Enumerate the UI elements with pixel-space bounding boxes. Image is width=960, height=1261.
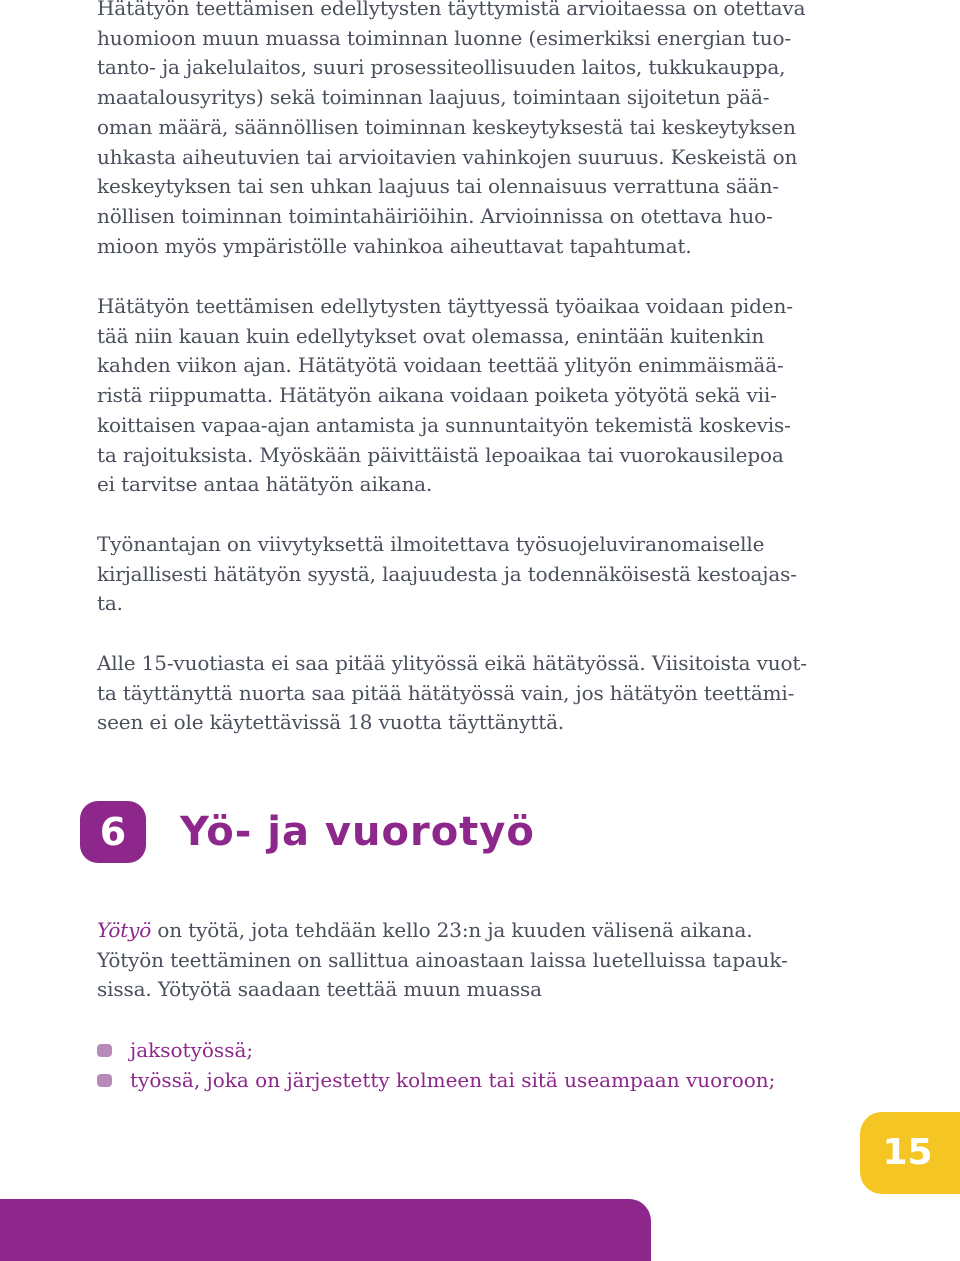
- text-line: Yötyön teettäminen on sallittua ainoastaan laissa luetelluissa tapauk-: [97, 947, 788, 972]
- paragraph-employer-notification: [97, 530, 867, 619]
- list-item: [97, 1066, 775, 1096]
- text-line: ristä riippumatta. Hätätyön aikana voidaan poiketa yötyötä sekä vii-: [97, 383, 777, 408]
- paragraph-emergency-work-duration: [97, 292, 867, 500]
- text-line: tää niin kauan kuin edellytykset ovat olemassa, enintään kuitenkin: [97, 323, 765, 348]
- text-fragment: on työtä, jota tehdään kello 23:n ja kuuden välisenä aikana.: [151, 918, 753, 942]
- text-line: kirjallisesti hätätyön syystä, laajuudesta ja todennäköisestä kestoajas-: [97, 561, 797, 586]
- text-line: ta täyttänyttä nuorta saa pitää hätätyössä vain, jos hätätyön teettämi-: [97, 680, 795, 705]
- text-line: seen ei ole käytettävissä 18 vuotta täyttänyttä.: [97, 710, 565, 735]
- bullet-square-icon: [97, 1044, 112, 1057]
- bullet-list: [97, 1036, 775, 1095]
- paragraph-emergency-work-conditions: [97, 0, 867, 261]
- text-line: tanto- ja jakelulaitos, suuri prosessiteollisuuden laitos, tukkukauppa,: [97, 55, 786, 80]
- text-line: koittaisen vapaa-ajan antamista ja sunnuntaityön tekemistä koskevis-: [97, 412, 791, 437]
- page-number: 15: [882, 1132, 933, 1173]
- footer-bar: [0, 1199, 651, 1261]
- text-line: Työnantajan on viivytyksettä ilmoitettava työsuojeluviranomaiselle: [97, 532, 765, 556]
- text-line: ei tarvitse antaa hätätyön aikana.: [97, 472, 433, 497]
- bullet-square-icon: [97, 1074, 112, 1087]
- list-item-text: työssä, joka on järjestetty kolmeen tai sitä useampaan vuoroon;: [130, 1067, 776, 1092]
- page-number-tab: [860, 1112, 960, 1194]
- text-line: huomioon muun muassa toiminnan luonne (esimerkiksi energian tuo-: [97, 25, 791, 50]
- paragraph-young-workers: [97, 649, 867, 738]
- list-item-text: jaksotyössä;: [130, 1038, 254, 1062]
- text-line: kahden viikon ajan. Hätätyötä voidaan teettää ylityön enimmäismää-: [97, 353, 784, 378]
- text-line: uhkasta aiheutuvien tai arvioitavien vahinkojen suuruus. Keskeistä on: [97, 144, 798, 169]
- text-line: maatalousyritys) sekä toiminnan laajuus, toimintaan sijoitetun pää-: [97, 85, 770, 110]
- paragraph-night-work-definition: [97, 916, 867, 1005]
- text-line: sissa. Yötyötä saadaan teettää muun muassa: [97, 977, 542, 1002]
- text-line: nöllisen toiminnan toimintahäiriöihin. Arvioinnissa on otettava huo-: [97, 203, 773, 228]
- text-line: keskeytyksen tai sen uhkan laajuus tai olennaisuus verrattuna sään-: [97, 174, 779, 199]
- text-line: ta.: [97, 591, 123, 616]
- text-line: Hätätyön teettämisen edellytysten täyttymistä arvioitaessa on otettava: [97, 0, 806, 20]
- text-line: Hätätyön teettämisen edellytysten täyttyessä työaikaa voidaan piden-: [97, 294, 793, 318]
- chapter-title: Yö- ja vuorotyö: [180, 809, 535, 855]
- text-line: [97, 916, 867, 946]
- defined-term: Yötyö: [97, 918, 152, 942]
- text-line: Alle 15-vuotiasta ei saa pitää ylityössä eikä hätätyössä. Viisitoista vuot-: [97, 651, 807, 675]
- text-line: oman määrä, säännöllisen toiminnan keskeytyksestä tai keskeytyksen: [97, 114, 796, 139]
- text-line: ta rajoituksista. Myöskään päivittäistä lepoaikaa tai vuorokausilepoa: [97, 442, 784, 467]
- list-item: [97, 1036, 775, 1066]
- text-line: mioon myös ympäristölle vahinkoa aiheuttavat tapahtumat.: [97, 233, 692, 258]
- chapter-number-badge: 6: [80, 801, 146, 863]
